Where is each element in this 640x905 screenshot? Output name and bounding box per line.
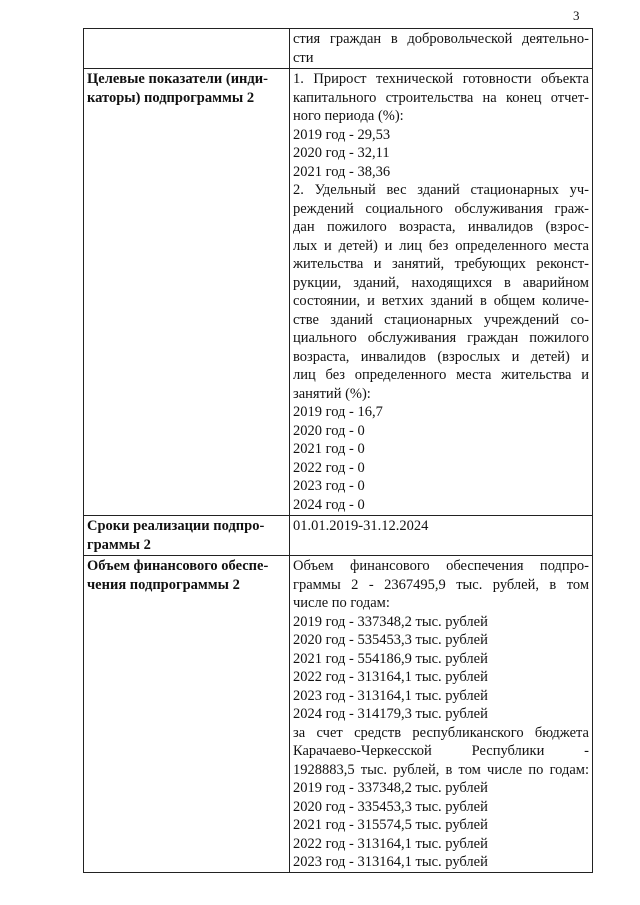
text-line: дан пожилого возраста, инвалидов (взрос- bbox=[293, 219, 589, 235]
text-line: 2024 год - 314179,3 тыс. рублей bbox=[293, 706, 488, 722]
text-line: 1928883,5 тыс. рублей, в том числе по годам: bbox=[293, 761, 589, 778]
text-line: реждений социального обслуживания граж- bbox=[293, 200, 589, 217]
text-line: лиц без определенного места жительства и bbox=[293, 367, 589, 383]
text-line: 2020 год - 535453,3 тыс. рублей bbox=[293, 632, 488, 648]
table-row bbox=[84, 69, 593, 516]
table-row bbox=[84, 556, 593, 873]
text-line: 2022 год - 313164,1 тыс. рублей bbox=[293, 669, 488, 685]
row-value-financing-volume bbox=[290, 556, 593, 873]
text-line: Объем финансового обеспечения подпро- bbox=[293, 558, 589, 574]
text-line: 2020 год - 32,11 bbox=[293, 145, 390, 161]
text-line: 2021 год - 315574,5 тыс. рублей bbox=[293, 817, 488, 833]
text-line: 2019 год - 337348,2 тыс. рублей bbox=[293, 613, 488, 630]
text-line: 2023 год - 313164,1 тыс. рублей bbox=[293, 687, 488, 704]
text-line: 1. Прирост технической готовности объекта bbox=[293, 71, 589, 87]
text-line: циального обслуживания граждан пожилого bbox=[293, 330, 589, 346]
text-line: занятий (%): bbox=[293, 385, 371, 402]
text-line: возраста, инвалидов (взрослых и детей) и bbox=[293, 348, 589, 365]
text-line: жительства и занятий, требующих реконст- bbox=[293, 256, 589, 272]
row-value-implementation-period bbox=[290, 516, 593, 556]
text-line: 2. Удельный вес зданий стационарных уч- bbox=[293, 182, 589, 198]
text-line: 2021 год - 0 bbox=[293, 441, 365, 457]
row-label-target-indicators: Целевые показатели (инди-каторы) подпрограммы 2 bbox=[84, 69, 290, 516]
text-line: лых и детей) и лиц без определенного места bbox=[293, 237, 589, 254]
text-line: 2022 год - 0 bbox=[293, 459, 365, 476]
text-line: капитального строительства на конец отчет- bbox=[293, 89, 589, 106]
text-line: граммы 2 - 2367495,9 тыс. рублей, в том bbox=[293, 576, 589, 593]
text-line: 2021 год - 554186,9 тыс. рублей bbox=[293, 650, 488, 667]
text-line: 2019 год - 29,53 bbox=[293, 126, 391, 143]
text-line: сти bbox=[293, 49, 314, 66]
row-value bbox=[290, 29, 593, 69]
text-line: числе по годам: bbox=[293, 595, 390, 611]
row-label-financing-volume: Объем финансового обеспе-чения подпрограммы 2 bbox=[84, 556, 290, 873]
text-line: стве зданий стационарных учреждений со- bbox=[293, 311, 589, 328]
text-line: за счет средств республиканского бюджета bbox=[293, 724, 589, 741]
text-line: 2023 год - 0 bbox=[293, 478, 365, 494]
text-line: состоянии, и ветхих зданий в общем количе- bbox=[293, 293, 589, 309]
text-line: 2019 год - 337348,2 тыс. рублей bbox=[293, 780, 488, 796]
text-line: 2023 год - 313164,1 тыс. рублей bbox=[293, 854, 488, 870]
text-line: 2019 год - 16,7 bbox=[293, 404, 383, 420]
text-line: 2020 год - 335453,3 тыс. рублей bbox=[293, 798, 488, 815]
text-line: Карачаево-Черкесской Республики - bbox=[293, 743, 589, 759]
table-row bbox=[84, 516, 593, 556]
text-line: 01.01.2019-31.12.2024 bbox=[293, 518, 429, 534]
text-line: 2021 год - 38,36 bbox=[293, 163, 391, 180]
text-line: 2024 год - 0 bbox=[293, 496, 365, 513]
page-number: 3 bbox=[573, 8, 580, 23]
row-label-implementation-period: Сроки реализации подпро-граммы 2 bbox=[84, 516, 290, 556]
text-line: стия граждан в добровольческой деятельно- bbox=[293, 31, 589, 47]
text-line: 2020 год - 0 bbox=[293, 422, 365, 439]
text-line: рукции, зданий, находящихся в аварийном bbox=[293, 274, 589, 291]
row-label bbox=[84, 29, 290, 69]
text-line: 2022 год - 313164,1 тыс. рублей bbox=[293, 835, 488, 852]
subprogram-passport-table bbox=[83, 28, 593, 873]
text-line: ного периода (%): bbox=[293, 108, 404, 124]
table-row bbox=[84, 29, 593, 69]
row-value-target-indicators bbox=[290, 69, 593, 516]
